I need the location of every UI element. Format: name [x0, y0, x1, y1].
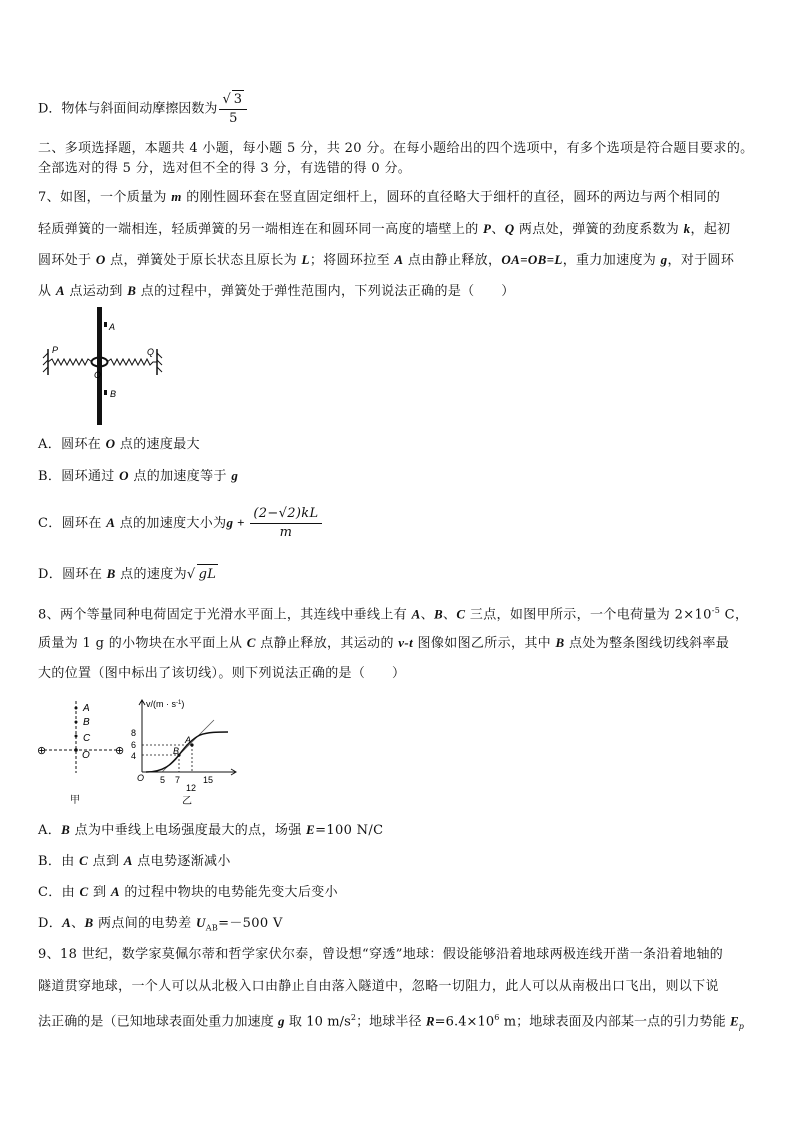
q8-figure-yi: [128, 692, 248, 810]
q7-line3: 圆环处于 O 点，弹簧处于原长状态且原长为 L；将圆环拉至 A 点由静止释放，OA=OB=L，重力加速度为 g，对于圆环: [38, 252, 735, 268]
q8-line2: 质量为 1 g 的小物块在水平面上从 C 点静止释放，其运动的 v-t 图像如图乙所示，其中 B 点处为整条图线切线斜率最: [38, 635, 730, 651]
q7-option-d: D．圆环在 B 点的速度为√ gL: [38, 564, 218, 585]
caption-jia: 甲: [70, 795, 80, 806]
label-a: A: [109, 322, 116, 332]
q6-option-d: D．物体与斜面间动摩擦因数为 $\frac{√ 3}{5}$: [38, 90, 249, 128]
y-tick-4: 4: [131, 751, 137, 761]
fraction: $\frac{√ 3}{5}$: [219, 90, 247, 128]
y-axis-label: $v/(m \cdot s^{-1})$: [146, 699, 185, 709]
y-tick-8: 8: [131, 728, 137, 738]
left-spring: [48, 359, 92, 365]
x-tick-15: 15: [203, 775, 214, 785]
x-tick-7: 7: [175, 775, 181, 785]
q8-option-b: B．由 C 点到 A 点电势逐渐减小: [38, 853, 231, 869]
label-o: O: [82, 750, 90, 761]
q8-line3: 大的位置（图中标出了该切线）。则下列说法正确的是（ ）: [38, 666, 406, 681]
q9-line2: 隧道贯穿地球，一个人可以从北极入口由静止自由落入隧道中，忽略一切阻力，此人可以从南极出口飞出，则以下说: [38, 979, 719, 994]
label-c: C: [83, 733, 91, 744]
point-a-marker: [104, 322, 107, 327]
label-a: A: [83, 703, 90, 714]
q9-line3: 法正确的是（已知地球表面处重力加速度 g 取 10 $m/s^2$；地球半径 $R=6.4\times 10^6$ m；地球表面及内部某一点的引力势能 $E_p$: [38, 1013, 745, 1031]
q7-option-a: A．圆环在 O 点的速度最大: [38, 436, 200, 452]
label-p: P: [52, 345, 59, 355]
label-o: O: [94, 370, 102, 380]
left-charge: ⊕: [37, 745, 47, 757]
sqrt-symbol: √: [222, 92, 231, 107]
point-b-marker: [104, 390, 107, 395]
x-tick-12: 12: [186, 783, 197, 793]
y-tick-6: 6: [131, 740, 137, 750]
origin-label: O: [137, 773, 145, 783]
point-b-label: B: [173, 746, 180, 756]
label-b: B: [83, 717, 90, 728]
label-q: Q: [147, 347, 155, 357]
q8-option-c: C．由 C 到 A 的过程中物块的电势能先变大后变小: [38, 884, 338, 900]
point-a-label: A: [185, 735, 192, 745]
caption-yi: 乙: [182, 796, 192, 807]
right-charge: ⊕: [115, 745, 125, 757]
q8-option-a: A．B 点为中垂线上电场强度最大的点，场强 E=100 N/C: [38, 822, 384, 838]
q7-line4: 从 A 点运动到 B 点的过程中，弹簧处于弹性范围内，下列说法正确的是（ ）: [38, 283, 515, 299]
section-heading-line1: 二、多项选择题，本题共 4 小题，每小题 5 分，共 20 分。在每小题给出的四个选项中，有多个选项是符合题目要求的。: [38, 141, 754, 156]
section-heading-line2: 全部选对的得 5 分，选对但不全的得 3 分，有选错的得 0 分。: [38, 161, 412, 176]
q9-line1: 9、18 世纪，数学家莫佩尔蒂和哲学家伏尔泰，曾设想“穿透”地球：假设能够沿着地球两极连线开凿一条沿着地轴的: [38, 947, 724, 962]
fraction: $\frac{(2-√2)kL}{m}$: [250, 505, 321, 542]
q7-option-c: C．圆环在 A 点的加速度大小为g + $\frac{(2-√2)kL}{m}$: [38, 505, 324, 542]
q7-option-b: B．圆环通过 O 点的加速度等于 g: [38, 468, 239, 484]
q8-figure-jia: [38, 695, 128, 807]
q8-option-d: D．A、B 两点间的电势差 $U_{AB}=-500$ V: [38, 915, 283, 933]
x-tick-5: 5: [160, 775, 166, 785]
q7-line1: 7、如图，一个质量为 m 的刚性圆环套在竖直固定细杆上，圆环的直径略大于细杆的直径，圆环的两边与两个相同的: [38, 189, 721, 205]
label-b: B: [110, 389, 117, 399]
q8-line1: 8、两个等量同种电荷固定于光滑水平面上，其连线中垂线上有 A、B、C 三点，如图甲所示，一个电荷量为 $2\times 10^{-5}$ C，: [38, 606, 749, 623]
sqrt-symbol: √: [186, 567, 196, 582]
q7-line2: 轻质弹簧的一端相连，轻质弹簧的另一端相连在和圆环同一高度的墙壁上的 P、Q 两点处，弹簧的劲度系数为 k，起初: [38, 221, 731, 237]
q7-spring-figure: [40, 305, 165, 430]
right-spring: [107, 359, 157, 365]
